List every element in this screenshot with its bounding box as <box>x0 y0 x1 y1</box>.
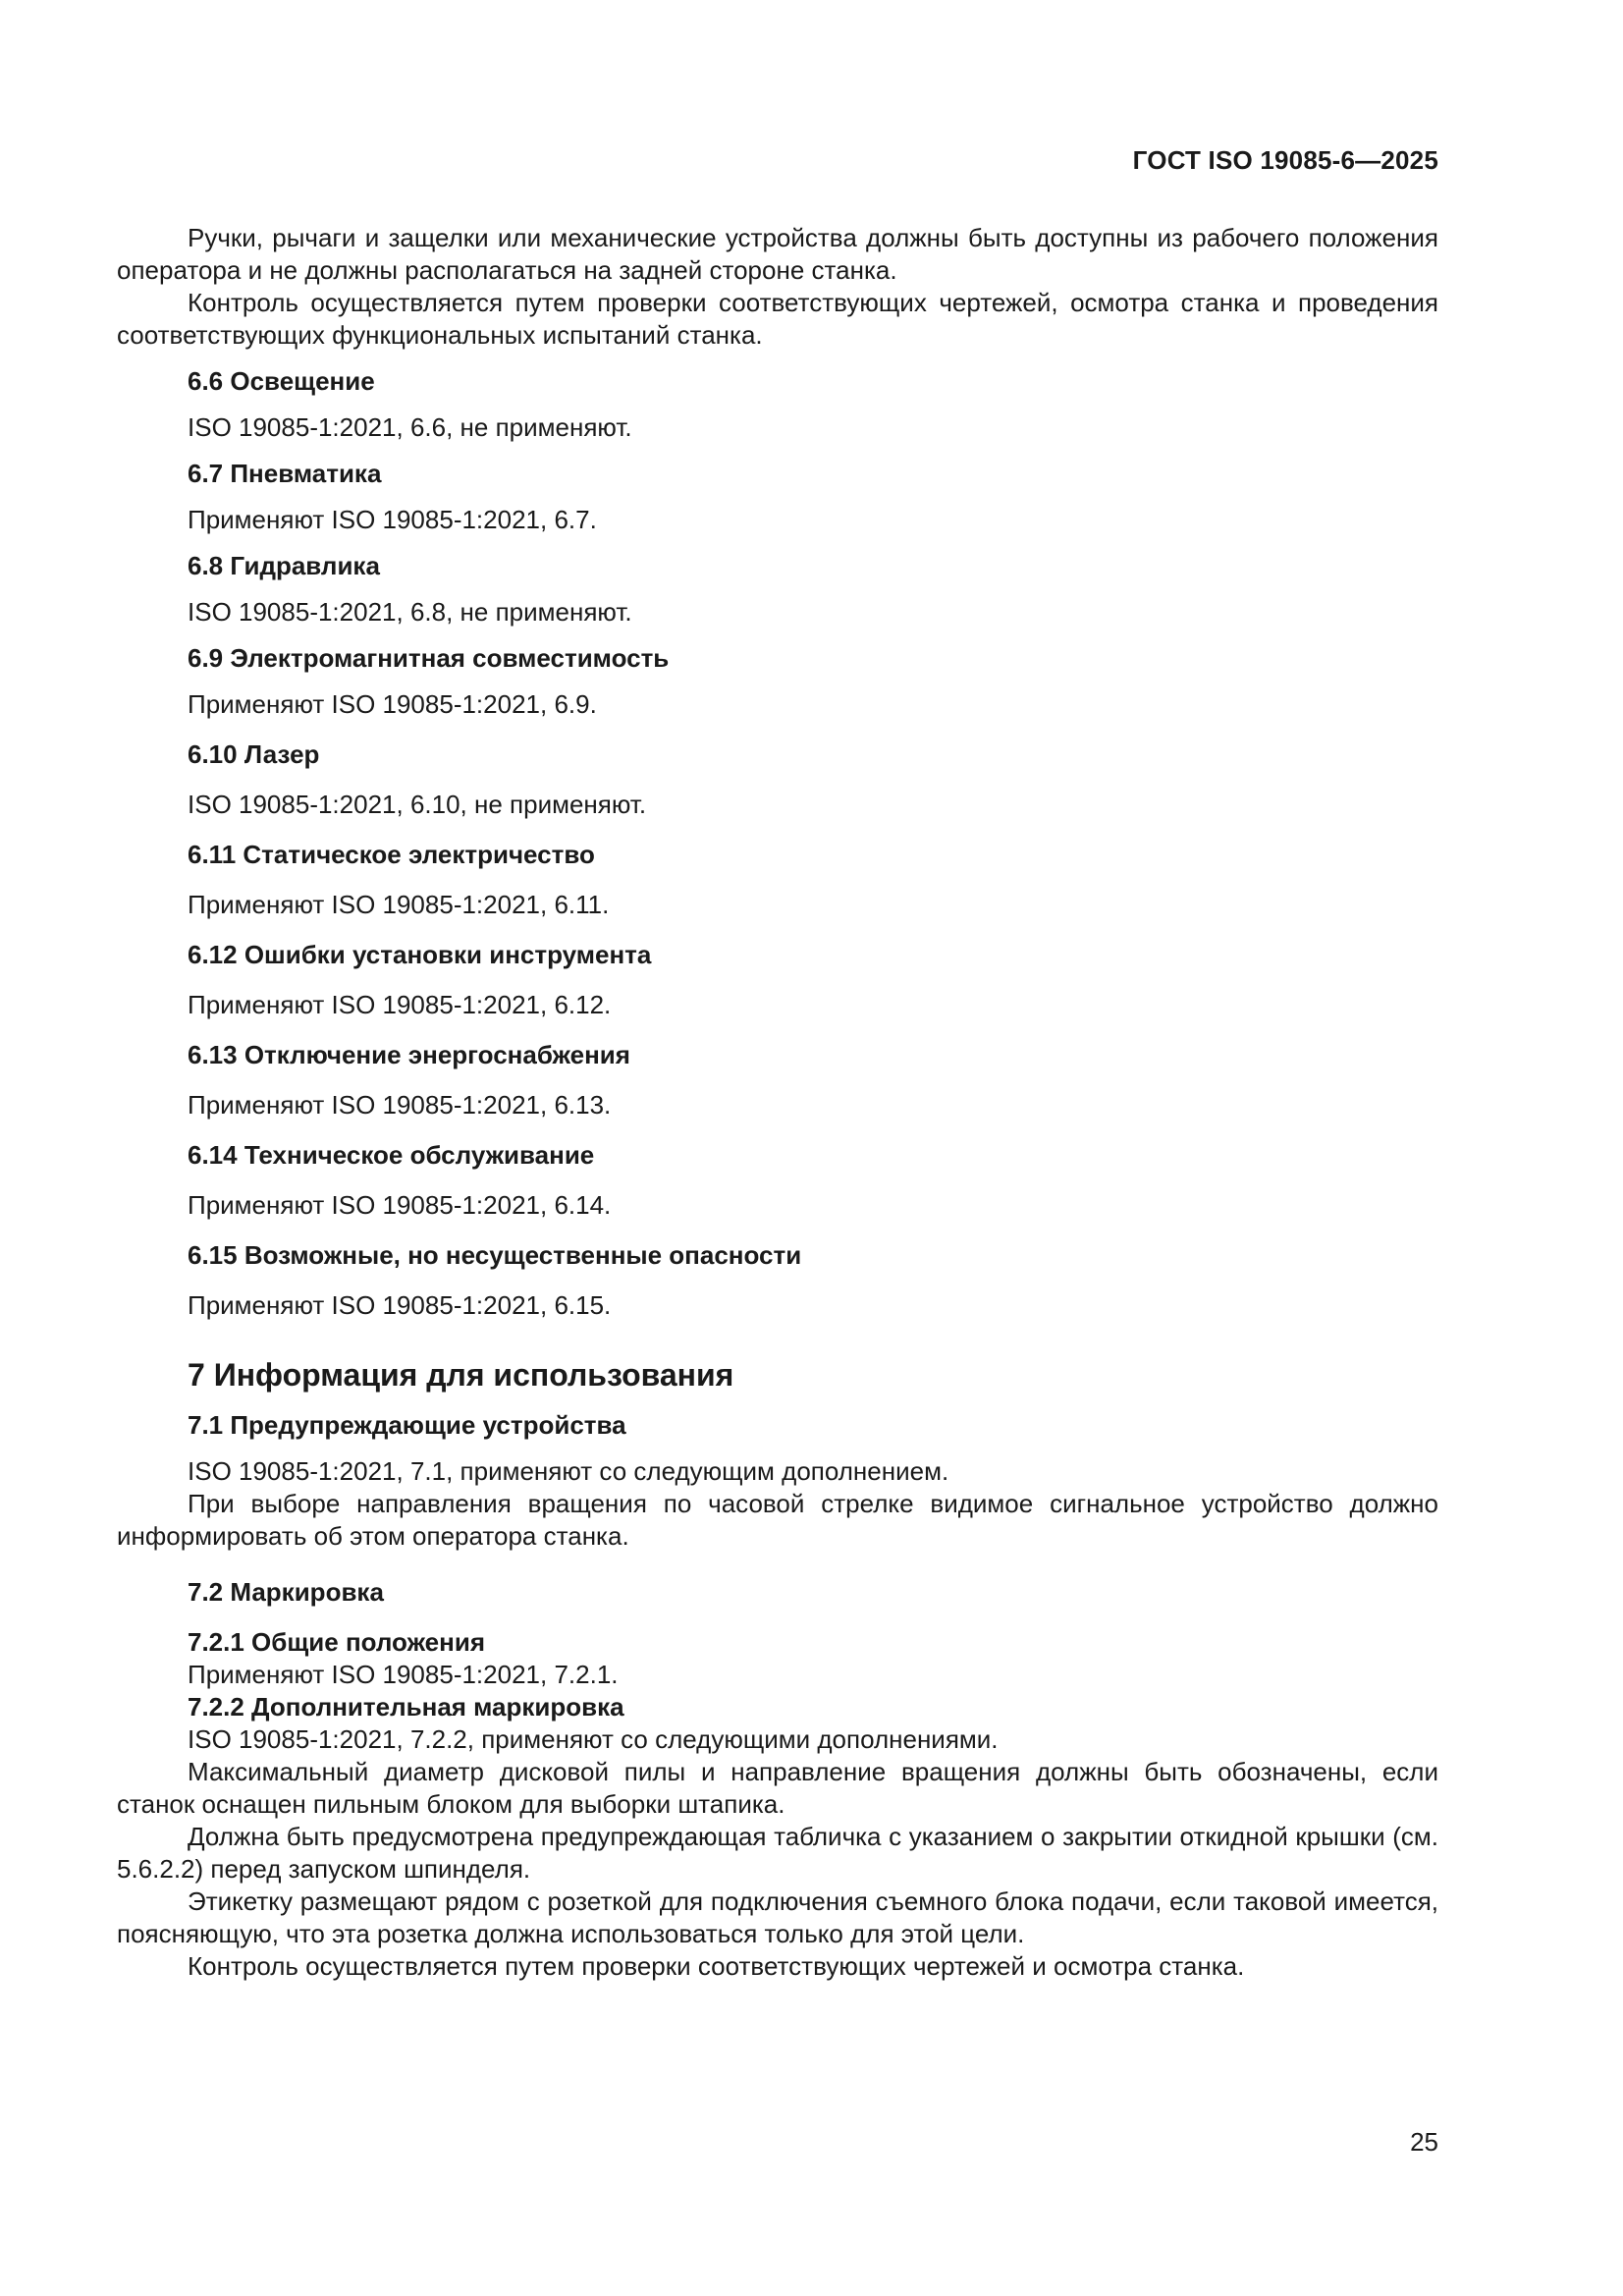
section-6-14-text: Применяют ISO 19085-1:2021, 6.14. <box>188 1190 612 1220</box>
section-6-13-text: Применяют ISO 19085-1:2021, 6.13. <box>188 1090 612 1120</box>
section-7-2-2-paragraph-control: Контроль осуществляется путем проверки соответствующих чертежей и осмотра станка. <box>188 1951 1245 1981</box>
section-6-11-text: Применяют ISO 19085-1:2021, 6.11. <box>188 890 610 919</box>
section-7-2-2-text: ISO 19085-1:2021, 7.2.2, применяют со следующими дополнениями. <box>188 1724 999 1754</box>
section-7-2-2-heading: 7.2.2 Дополнительная маркировка <box>188 1692 624 1722</box>
paragraph-control: Контроль осуществляется путем проверки соответствующих чертежей, осмотра станка и проведения соответствующих функциональных испытаний станка. <box>117 288 1438 350</box>
document-body <box>117 222 1438 1983</box>
section-6-11-heading: 6.11 Статическое электричество <box>188 840 595 869</box>
paragraph-handles: Ручки, рычаги и защелки или механические устройства должны быть доступны из рабочего положения оператора и не должны располагаться на задней стороне станка. <box>117 223 1438 285</box>
section-6-7-text: Применяют ISO 19085-1:2021, 6.7. <box>188 505 597 534</box>
section-6-10-heading: 6.10 Лазер <box>188 739 320 769</box>
section-6-6-text: ISO 19085-1:2021, 6.6, не применяют. <box>188 412 632 442</box>
section-7-1-heading: 7.1 Предупреждающие устройства <box>188 1410 626 1440</box>
section-6-9-heading: 6.9 Электромагнитная совместимость <box>188 643 670 673</box>
section-6-9-text: Применяют ISO 19085-1:2021, 6.9. <box>188 689 597 719</box>
section-7-2-2-paragraph-label: Этикетку размещают рядом с розеткой для подключения съемного блока подачи, если таковой имеется, поясняющую, что эта розетка должна использоваться только для этой цели. <box>117 1886 1438 1948</box>
section-6-6-heading: 6.6 Освещение <box>188 366 375 396</box>
section-7-2-1-text: Применяют ISO 19085-1:2021, 7.2.1. <box>188 1660 619 1689</box>
section-6-15-heading: 6.15 Возможные, но несущественные опасности <box>188 1240 802 1270</box>
section-6-8-text: ISO 19085-1:2021, 6.8, не применяют. <box>188 597 632 627</box>
section-7-2-2-paragraph-saw: Максимальный диаметр дисковой пилы и направление вращения должны быть обозначены, если станок оснащен пильным блоком для выборки штапика. <box>117 1757 1438 1819</box>
section-7-2-1-heading: 7.2.1 Общие положения <box>188 1627 485 1657</box>
section-7-2-heading: 7.2 Маркировка <box>188 1577 384 1607</box>
section-7-2-2-paragraph-sign: Должна быть предусмотрена предупреждающая табличка с указанием о закрытии откидной крышки (см. 5.6.2.2) перед запуском шпинделя. <box>117 1822 1438 1884</box>
standard-designation: ГОСТ ISO 19085-6—2025 <box>1132 145 1438 175</box>
section-6-8-heading: 6.8 Гидравлика <box>188 551 380 580</box>
section-7-1-paragraph: При выборе направления вращения по часовой стрелке видимое сигнальное устройство должно информировать об этом оператора станка. <box>117 1489 1438 1551</box>
section-6-7-heading: 6.7 Пневматика <box>188 459 382 488</box>
section-6-12-text: Применяют ISO 19085-1:2021, 6.12. <box>188 990 612 1019</box>
section-6-12-heading: 6.12 Ошибки установки инструмента <box>188 940 652 969</box>
section-7-1-text: ISO 19085-1:2021, 7.1, применяют со следующим дополнением. <box>188 1456 949 1486</box>
section-7-heading: 7 Информация для использования <box>188 1357 734 1393</box>
section-6-13-heading: 6.13 Отключение энергоснабжения <box>188 1040 630 1069</box>
section-6-14-heading: 6.14 Техническое обслуживание <box>188 1140 595 1170</box>
section-6-15-text: Применяют ISO 19085-1:2021, 6.15. <box>188 1290 612 1320</box>
section-6-10-text: ISO 19085-1:2021, 6.10, не применяют. <box>188 790 647 819</box>
page-number: 25 <box>1410 2127 1438 2157</box>
